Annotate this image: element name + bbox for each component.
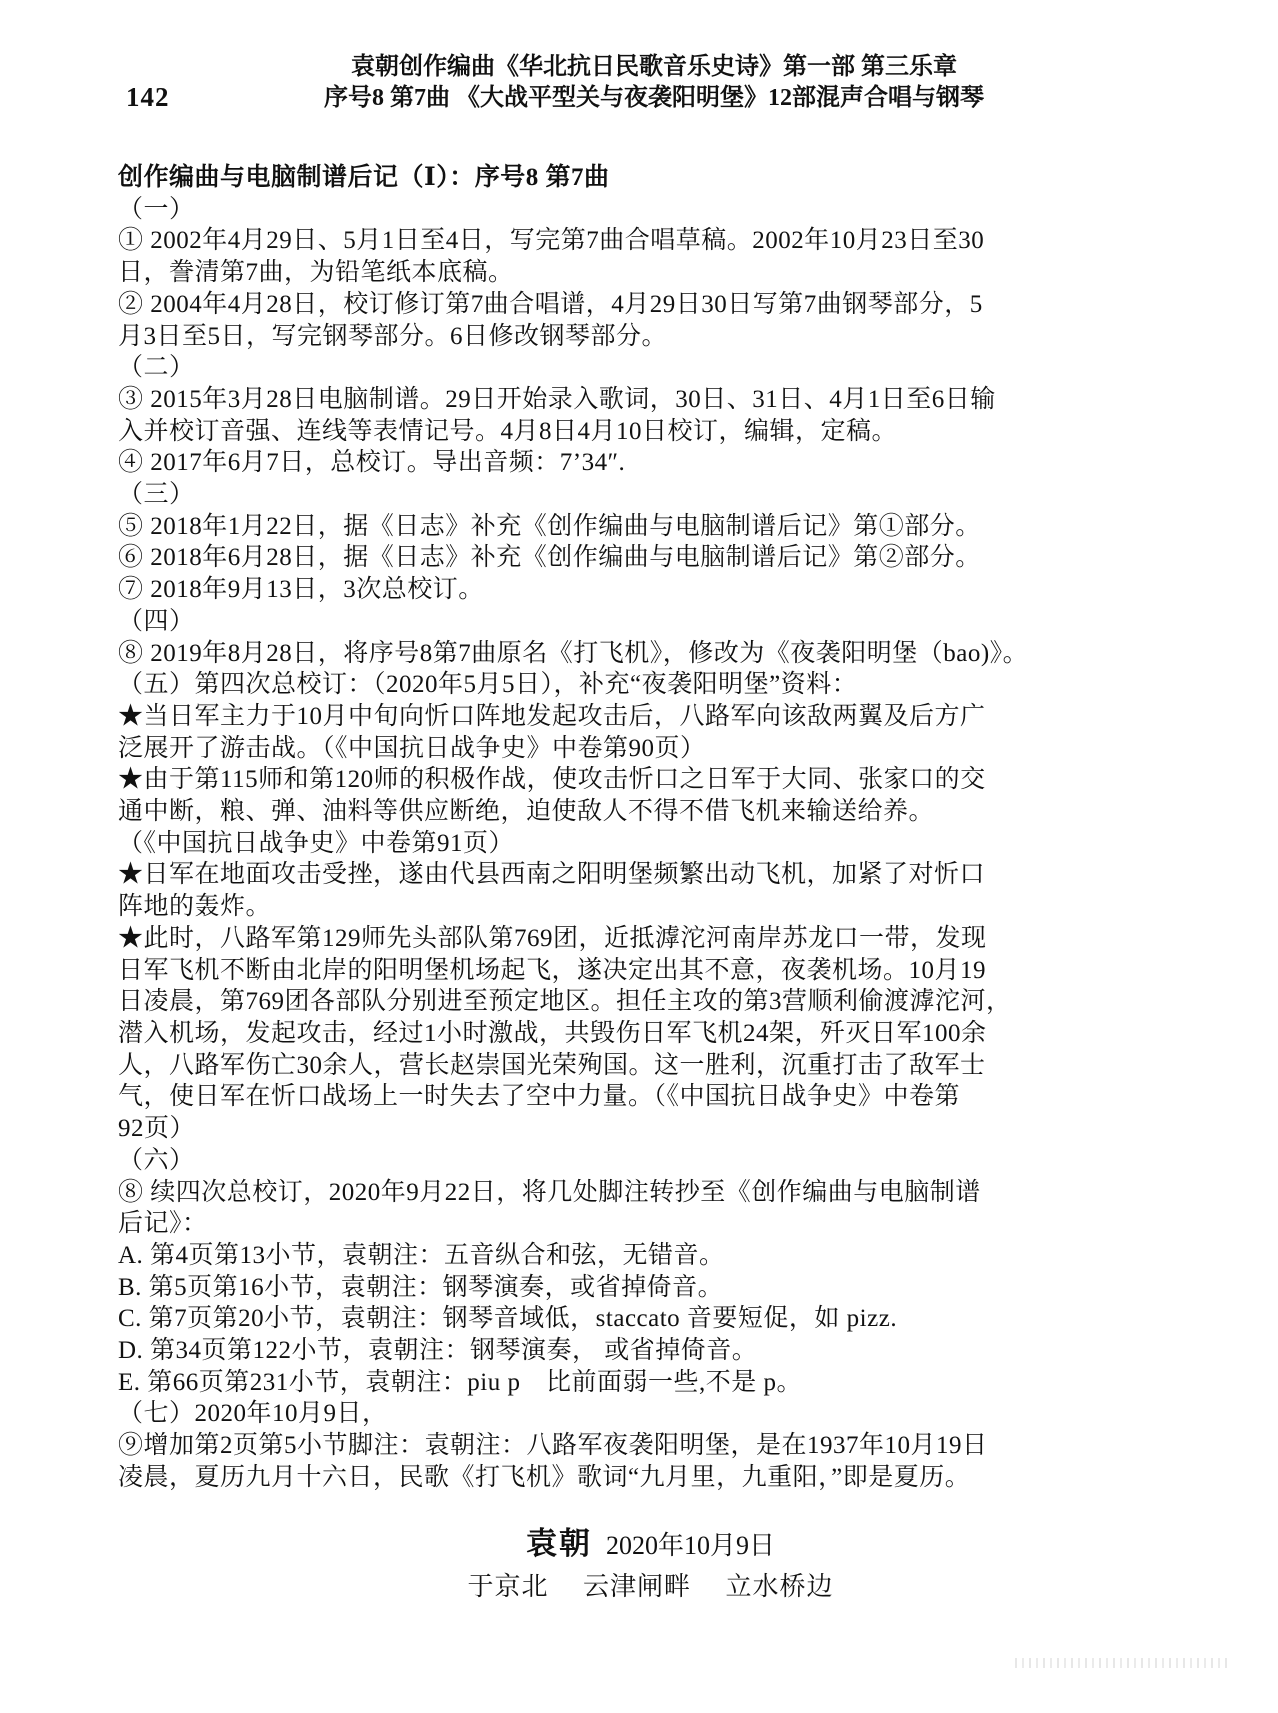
text-line: ⑦ 2018年9月13日，3次总校订。 xyxy=(118,576,484,604)
text-line: （五）第四次总校订：（2020年5月5日），补充“夜袭阳明堡”资料： xyxy=(118,671,858,699)
page-number: 142 xyxy=(126,82,170,112)
text-line: ① 2002年4月29日、5月1日至4日，写完第7曲合唱草稿。2002年10月23日至30 xyxy=(118,227,985,255)
running-header xyxy=(120,52,1188,114)
text-line: E. 第66页第231小节，袁朝注：piu p 比前面弱一些,不是 p。 xyxy=(118,1368,802,1396)
text-line: C. 第7页第20小节，袁朝注：钢琴音域低，staccato 音要短促，如 pizz. xyxy=(118,1305,898,1333)
text-line: 通中断，粮、弹、油料等供应断绝，迫使敌人不得不借飞机来输送给养。 xyxy=(118,798,935,826)
text-line: 后记》： xyxy=(118,1210,208,1238)
text-line: ⑥ 2018年6月28日，据《日志》补充《创作编曲与电脑制谱后记》第②部分。 xyxy=(118,544,981,572)
text-line: ★由于第115师和第120师的积极作战，使攻击忻口之日军于大同、张家口的交 xyxy=(118,766,986,794)
signature-block xyxy=(118,1528,1183,1602)
text-line: （六） xyxy=(118,1146,195,1174)
text-line: 人，八路军伤亡30余人，营长赵崇国光荣殉国。这一胜利，沉重打击了敌军士 xyxy=(118,1051,986,1079)
text-line: 日军飞机不断由北岸的阳明堡机场起飞，遂决定出其不意，夜袭机场。10月19 xyxy=(118,956,987,984)
text-line: ⑤ 2018年1月22日，据《日志》补充《创作编曲与电脑制谱后记》第①部分。 xyxy=(118,512,981,540)
scan-artifact xyxy=(1015,1658,1230,1668)
text-line: 凌晨，夏历九月十六日，民歌《打飞机》歌词“九月里，九重阳，”即是夏历。 xyxy=(118,1463,971,1491)
text-line: ③ 2015年3月28日电脑制谱。29日开始录入歌词，30日、31日、4月1日至6日输 xyxy=(118,385,996,413)
text-line: ★日军在地面攻击受挫，遂由代县西南之阳明堡频繁出动飞机，加紧了对忻口 xyxy=(118,861,986,889)
text-line: 气，使日军在忻口战场上一时失去了空中力量。（《中国抗日战争史》中卷第 xyxy=(118,1083,961,1111)
text-line: （三） xyxy=(118,481,195,509)
text-line: 日，誊清第7曲，为铅笔纸本底稿。 xyxy=(118,259,514,287)
text-line: ★此时，八路军第129师先头部队第769团，近抵滹沱河南岸苏龙口一带，发现 xyxy=(118,924,987,952)
text-line: （一） xyxy=(118,195,195,223)
signature-date: 2020年10月9日 xyxy=(605,1531,775,1560)
signature-name: 袁朝 xyxy=(525,1526,592,1561)
text-line: 日凌晨，第769团各部队分别进至预定地区。担任主攻的第3营顺利偷渡滹沱河， xyxy=(118,988,1012,1016)
text-line: ④ 2017年6月7日，总校订。导出音频：7’34″. xyxy=(118,449,626,477)
signature-row xyxy=(118,1528,1183,1561)
text-line: ⑧ 2019年8月28日，将序号8第7曲原名《打飞机》，修改为《夜袭阳明堡（bao)》。 xyxy=(118,639,1029,667)
text-line: 潜入机场，发起攻击，经过1小时激战，共毁伤日军飞机24架，歼灭日军100余 xyxy=(118,1019,987,1047)
text-line: 92页） xyxy=(118,1115,196,1143)
text-line: ⑨增加第2页第5小节脚注：袁朝注：八路军夜袭阳明堡，是在1937年10月19日 xyxy=(118,1432,988,1460)
text-line: 阵地的轰炸。 xyxy=(118,893,272,921)
body-lines xyxy=(118,194,1183,1494)
text-line: ⑧ 续四次总校订，2020年9月22日，将几处脚注转抄至《创作编曲与电脑制谱 xyxy=(118,1178,981,1206)
text-line: （四） xyxy=(118,607,195,635)
text-line: ★当日军主力于10月中旬向忻口阵地发起攻击后，八路军向该敌两翼及后方广 xyxy=(118,702,986,730)
text-line: ② 2004年4月28日，校订修订第7曲合唱谱，4月29日30日写第7曲钢琴部分，5 xyxy=(118,290,983,318)
text-line: （《中国抗日战争史》中卷第91页） xyxy=(118,829,515,857)
text-line: （二） xyxy=(118,354,195,382)
header-piece-title: 序号8 第7曲 《大战平型关与夜袭阳明堡》12部混声合唱与钢琴 xyxy=(324,85,984,111)
text-line: 入并校订音强、连线等表情记号。4月8日4月10日校订，编辑，定稿。 xyxy=(118,417,898,445)
text-line: 月3日至5日，写完钢琴部分。6日修改钢琴部分。 xyxy=(118,322,668,350)
header-series-title: 袁朝创作编曲《华北抗日民歌音乐史诗》第一部 第三乐章 xyxy=(351,54,957,80)
text-line: B. 第5页第16小节，袁朝注：钢琴演奏，或省掉倚音。 xyxy=(118,1273,724,1301)
document-title: 创作编曲与电脑制谱后记（Ⅰ）：序号8 第7曲 xyxy=(118,164,610,191)
signature-location: 于京北 云津闸畔 立水桥边 xyxy=(467,1572,834,1601)
text-line: （七）2020年10月9日， xyxy=(118,1400,388,1428)
text-line: 泛展开了游击战。（《中国抗日战争史》中卷第90页） xyxy=(118,734,706,762)
body-text xyxy=(118,162,1183,1494)
text-line: D. 第34页第122小节，袁朝注：钢琴演奏， 或省掉倚音。 xyxy=(118,1337,758,1365)
text-line: A. 第4页第13小节，袁朝注：五音纵合和弦，无错音。 xyxy=(118,1241,725,1269)
